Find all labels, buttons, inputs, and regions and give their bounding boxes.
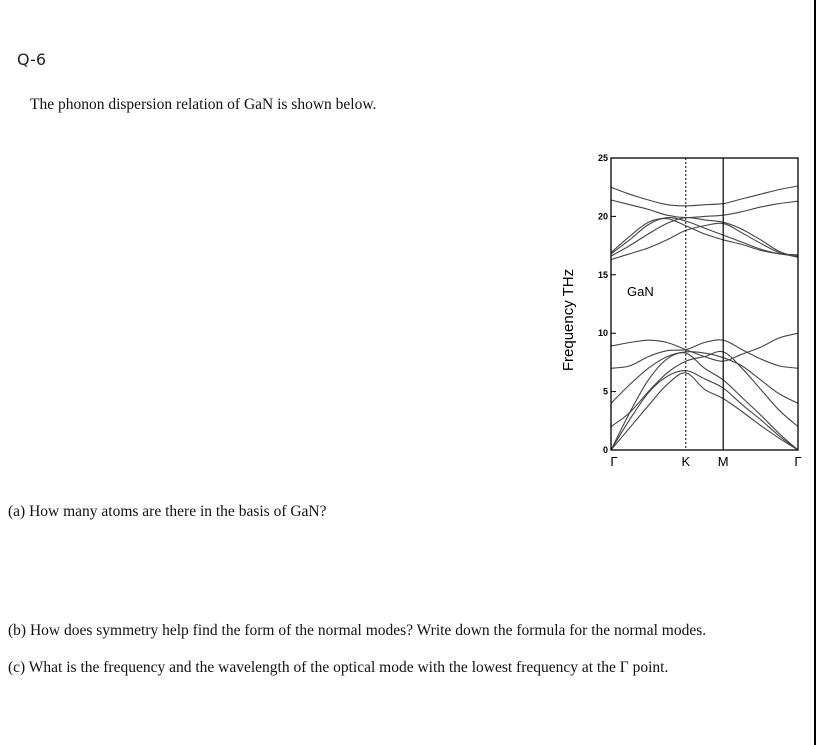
question-number: Q-6 xyxy=(17,50,46,69)
phonon-branch-10 xyxy=(611,218,798,257)
phonon-branch-1 xyxy=(611,353,798,450)
x-labels xyxy=(610,454,801,469)
x-point-label: M xyxy=(717,454,729,469)
y-tick-label: 15 xyxy=(597,269,608,280)
phonon-branch-2 xyxy=(611,371,798,450)
intro-text: The phonon dispersion relation of GaN is shown below. xyxy=(30,96,377,113)
phonon-branch-6 xyxy=(611,340,798,368)
phonon-branch-12 xyxy=(611,200,798,218)
x-point-label: K xyxy=(681,454,691,469)
y-tick-label: 25 xyxy=(597,153,608,163)
phonon-branch-13 xyxy=(611,186,798,206)
phonon-branch-11 xyxy=(611,219,798,255)
question-c: (c) What is the frequency and the wavelength of the optical mode with the lowest frequency at the Γ point. xyxy=(8,659,669,676)
y-ticks xyxy=(598,153,616,455)
question-b: (b) How does symmetry help find the form of the normal modes? Write down the formula for the normal modes. xyxy=(8,622,707,639)
phonon-branch-7 xyxy=(611,333,798,361)
x-point-label: Γ xyxy=(794,454,802,469)
question-a: (a) How many atoms are there in the basis of GaN? xyxy=(8,503,327,520)
dispersion-curves xyxy=(611,186,798,450)
y-tick-label: 5 xyxy=(602,386,608,397)
y-tick-label: 0 xyxy=(602,445,608,455)
page-border-line xyxy=(814,0,816,745)
material-label: GaN xyxy=(627,284,654,299)
high-symmetry-lines xyxy=(686,158,723,450)
y-tick-label: 10 xyxy=(597,328,608,339)
x-point-label: Γ xyxy=(610,454,618,469)
y-axis-label: Frequency THz xyxy=(560,268,577,372)
y-tick-label: 20 xyxy=(597,211,608,222)
phonon-branch-3 xyxy=(611,373,798,450)
